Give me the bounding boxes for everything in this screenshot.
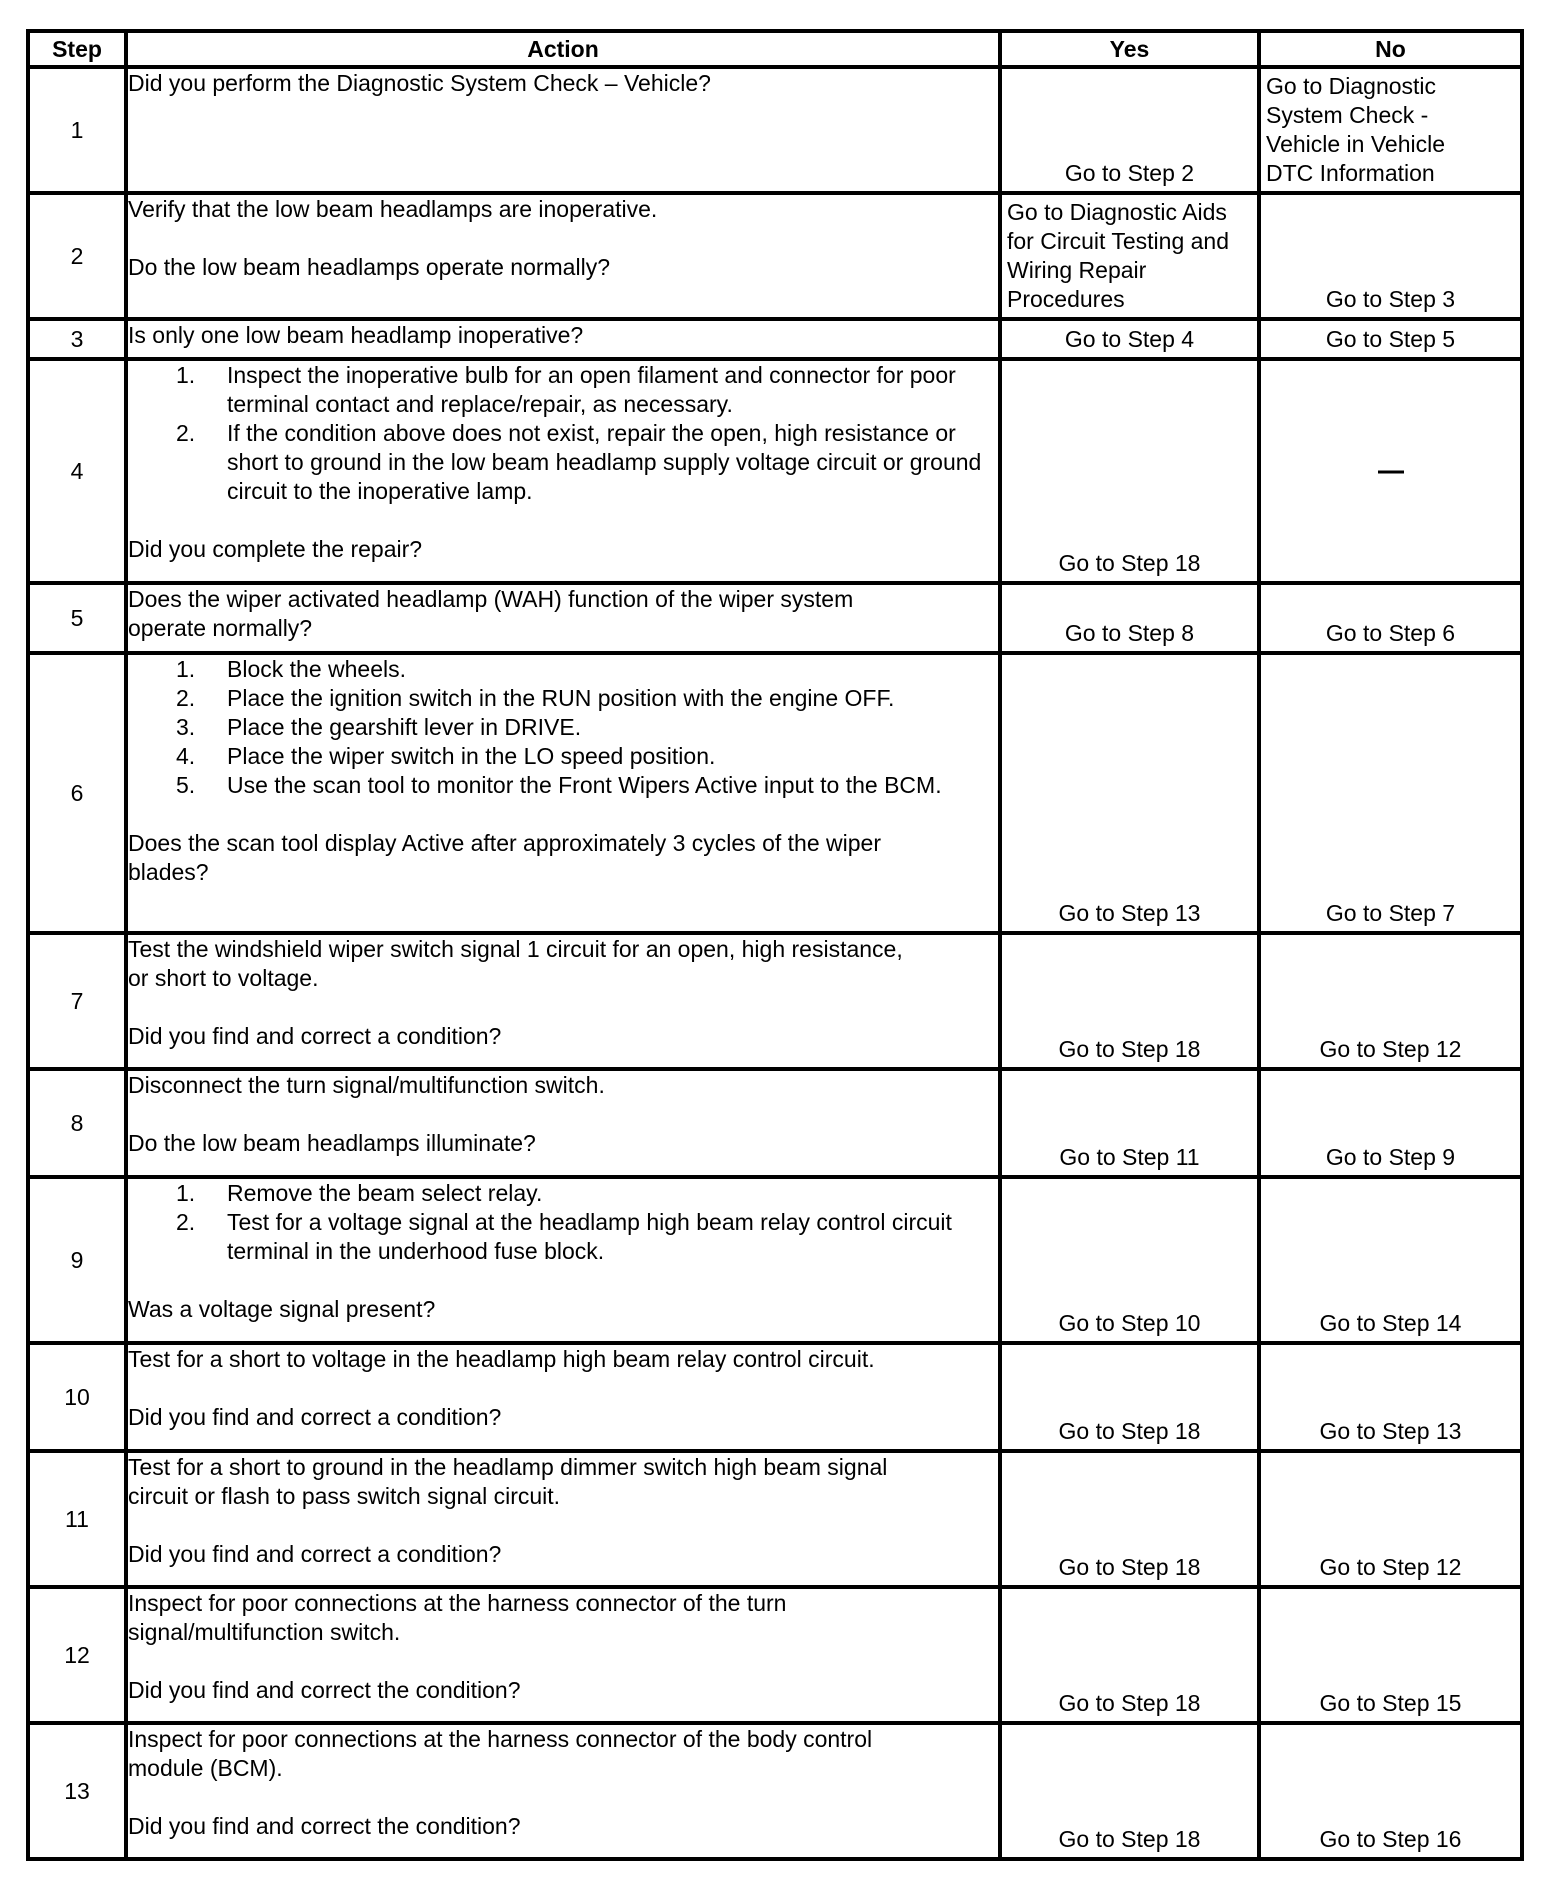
table-row xyxy=(28,193,1522,319)
yes-outcome: Go to Step 11 xyxy=(1059,1144,1200,1170)
procedure-text: Place the gearshift lever in DRIVE. xyxy=(227,714,582,740)
table-row xyxy=(28,1069,1522,1177)
procedure-text: Remove the beam select relay. xyxy=(227,1180,543,1206)
yes-outcome: Go to Step 18 xyxy=(1058,1690,1201,1716)
procedure-number: 1. xyxy=(176,656,196,682)
step-number: 12 xyxy=(28,1587,126,1723)
action-question: Is only one low beam headlamp inoperative? xyxy=(128,322,584,348)
action-question: Did you find and correct the condition? xyxy=(128,1677,521,1703)
action-cell xyxy=(126,583,1000,653)
procedure-text: If the condition above does not exist, repair the open, high resistance or short to ground in the low beam headlamp supply voltage circuit or ground circuit to the inoperative lamp. xyxy=(227,420,982,504)
step-number: 10 xyxy=(28,1343,126,1451)
no-outcome-line: DTC Information xyxy=(1266,160,1435,186)
action-intro-line: module (BCM). xyxy=(128,1755,283,1781)
yes-cell xyxy=(1000,193,1259,319)
procedure-text: Use the scan tool to monitor the Front Wipers Active input to the BCM. xyxy=(227,772,942,798)
yes-outcome: Go to Step 2 xyxy=(1064,160,1195,186)
procedure-text: Block the wheels. xyxy=(227,656,406,682)
no-cell xyxy=(1259,193,1522,319)
procedure-number: 1. xyxy=(176,1180,196,1206)
no-cell xyxy=(1259,359,1522,583)
action-question: Do the low beam headlamps operate normally? xyxy=(128,254,610,280)
no-cell xyxy=(1259,319,1522,359)
action-cell xyxy=(126,1723,1000,1859)
no-outcome: Go to Step 14 xyxy=(1319,1310,1462,1336)
yes-cell xyxy=(1000,1343,1259,1451)
no-outcome-line: Vehicle in Vehicle xyxy=(1266,131,1446,157)
action-question: Was a voltage signal present? xyxy=(128,1296,436,1322)
procedure-item xyxy=(128,684,998,713)
no-cell xyxy=(1259,653,1522,933)
table-row xyxy=(28,1451,1522,1587)
procedure-text: Place the ignition switch in the RUN position with the engine OFF. xyxy=(227,685,895,711)
procedure-list xyxy=(128,1179,998,1266)
table-row xyxy=(28,653,1522,933)
step-number: 1 xyxy=(28,67,126,193)
no-cell xyxy=(1259,1069,1522,1177)
yes-cell xyxy=(1000,1069,1259,1177)
action-cell xyxy=(126,319,1000,359)
header-yes: Yes xyxy=(1000,31,1259,67)
no-outcome-line: Go to Diagnostic xyxy=(1266,73,1437,99)
action-question-line: operate normally? xyxy=(128,615,313,641)
action-intro-line: signal/multifunction switch. xyxy=(128,1619,401,1645)
action-question-line: Does the wiper activated headlamp (WAH) function of the wiper system xyxy=(128,586,854,612)
table-row xyxy=(28,1343,1522,1451)
procedure-number: 1. xyxy=(176,362,196,388)
no-cell xyxy=(1259,583,1522,653)
step-number: 6 xyxy=(28,653,126,933)
action-cell xyxy=(126,1069,1000,1177)
yes-cell xyxy=(1000,359,1259,583)
procedure-item xyxy=(128,361,998,419)
action-intro-line: Inspect for poor connections at the harness connector of the body control xyxy=(128,1726,873,1752)
procedure-list xyxy=(128,361,998,506)
yes-outcome: Go to Step 18 xyxy=(1058,1418,1201,1444)
header-no: No xyxy=(1259,31,1522,67)
action-cell xyxy=(126,933,1000,1069)
yes-outcome: Go to Step 8 xyxy=(1064,620,1195,646)
action-cell xyxy=(126,193,1000,319)
yes-cell xyxy=(1000,319,1259,359)
procedure-number: 2. xyxy=(176,1209,196,1235)
action-question-line: blades? xyxy=(128,859,209,885)
action-question: Did you perform the Diagnostic System Check – Vehicle? xyxy=(128,70,711,96)
procedure-item xyxy=(128,1208,998,1266)
action-cell xyxy=(126,1177,1000,1343)
action-intro: Disconnect the turn signal/multifunction switch. xyxy=(128,1072,605,1098)
table-row xyxy=(28,1723,1522,1859)
action-intro-line: Test the windshield wiper switch signal 1 circuit for an open, high resistance, xyxy=(128,936,903,962)
no-cell xyxy=(1259,1451,1522,1587)
step-number: 8 xyxy=(28,1069,126,1177)
action-question: Did you complete the repair? xyxy=(128,536,423,562)
step-number: 5 xyxy=(28,583,126,653)
yes-cell xyxy=(1000,1723,1259,1859)
action-intro-line: circuit or flash to pass switch signal circuit. xyxy=(128,1483,561,1509)
table-row xyxy=(28,1177,1522,1343)
yes-outcome: Go to Step 13 xyxy=(1058,900,1201,926)
procedure-number: 2. xyxy=(176,685,196,711)
yes-outcome xyxy=(1007,198,1254,314)
yes-cell xyxy=(1000,653,1259,933)
action-question: Did you find and correct a condition? xyxy=(128,1023,502,1049)
table-row xyxy=(28,583,1522,653)
table-row xyxy=(28,933,1522,1069)
procedure-number: 5. xyxy=(176,772,196,798)
no-cell xyxy=(1259,67,1522,193)
procedure-item xyxy=(128,1179,998,1208)
yes-cell xyxy=(1000,1177,1259,1343)
header-step: Step xyxy=(28,31,126,67)
yes-outcome-line: Go to Diagnostic Aids xyxy=(1007,199,1227,225)
no-cell xyxy=(1259,1587,1522,1723)
no-outcome: Go to Step 5 xyxy=(1325,326,1456,352)
yes-cell xyxy=(1000,1451,1259,1587)
action-intro-line: Test for a short to ground in the headlamp dimmer switch high beam signal xyxy=(128,1454,888,1480)
no-outcome: Go to Step 15 xyxy=(1319,1690,1462,1716)
table-row xyxy=(28,1587,1522,1723)
procedure-number: 3. xyxy=(176,714,196,740)
no-outcome xyxy=(1266,72,1517,188)
yes-outcome-line: Wiring Repair xyxy=(1007,257,1147,283)
action-intro: Verify that the low beam headlamps are inoperative. xyxy=(128,196,658,222)
procedure-item xyxy=(128,655,998,684)
action-cell xyxy=(126,653,1000,933)
action-question: Did you find and correct a condition? xyxy=(128,1541,502,1567)
no-cell xyxy=(1259,1343,1522,1451)
action-question: Did you find and correct a condition? xyxy=(128,1404,502,1430)
procedure-text: Place the wiper switch in the LO speed position. xyxy=(227,743,716,769)
step-number: 4 xyxy=(28,359,126,583)
yes-outcome: Go to Step 18 xyxy=(1058,1036,1201,1062)
procedure-number: 2. xyxy=(176,420,196,446)
action-question: Do the low beam headlamps illuminate? xyxy=(128,1130,536,1156)
procedure-number: 4. xyxy=(176,743,196,769)
no-outcome: Go to Step 3 xyxy=(1325,286,1456,312)
no-outcome-line: System Check - xyxy=(1266,102,1429,128)
table-row xyxy=(28,319,1522,359)
diagnostic-table xyxy=(26,29,1524,1861)
action-cell xyxy=(126,359,1000,583)
procedure-item xyxy=(128,742,998,771)
step-number: 7 xyxy=(28,933,126,1069)
procedure-text: Test for a voltage signal at the headlamp high beam relay control circuit terminal in the underhood fuse block. xyxy=(227,1209,952,1264)
yes-outcome: Go to Step 4 xyxy=(1064,326,1195,352)
action-cell xyxy=(126,67,1000,193)
step-number: 9 xyxy=(28,1177,126,1343)
no-cell xyxy=(1259,1723,1522,1859)
step-number: 13 xyxy=(28,1723,126,1859)
action-cell xyxy=(126,1343,1000,1451)
procedure-list xyxy=(128,655,998,800)
action-intro-line: Inspect for poor connections at the harness connector of the turn xyxy=(128,1590,787,1616)
no-outcome: Go to Step 7 xyxy=(1325,900,1456,926)
yes-outcome-line: for Circuit Testing and xyxy=(1007,228,1230,254)
dash-mark xyxy=(1378,471,1404,474)
step-number: 11 xyxy=(28,1451,126,1587)
procedure-item xyxy=(128,419,998,506)
yes-cell xyxy=(1000,583,1259,653)
action-question-line: Does the scan tool display Active after approximately 3 cycles of the wiper xyxy=(128,830,881,856)
no-outcome: Go to Step 6 xyxy=(1325,620,1456,646)
header-action: Action xyxy=(126,31,1000,67)
step-number: 2 xyxy=(28,193,126,319)
table-row xyxy=(28,67,1522,193)
no-outcome: Go to Step 13 xyxy=(1319,1418,1462,1444)
no-outcome xyxy=(1261,457,1520,486)
yes-outcome: Go to Step 18 xyxy=(1058,550,1201,576)
action-intro-line: or short to voltage. xyxy=(128,965,319,991)
action-question: Did you find and correct the condition? xyxy=(128,1813,521,1839)
yes-cell xyxy=(1000,933,1259,1069)
yes-outcome: Go to Step 18 xyxy=(1058,1826,1201,1852)
yes-outcome: Go to Step 10 xyxy=(1058,1310,1201,1336)
header-row xyxy=(28,31,1522,67)
procedure-item xyxy=(128,771,998,800)
procedure-item xyxy=(128,713,998,742)
no-outcome: Go to Step 9 xyxy=(1325,1144,1456,1170)
yes-cell xyxy=(1000,1587,1259,1723)
table-row xyxy=(28,359,1522,583)
no-outcome: Go to Step 12 xyxy=(1319,1554,1462,1580)
no-outcome: Go to Step 12 xyxy=(1319,1036,1462,1062)
action-cell xyxy=(126,1587,1000,1723)
yes-outcome: Go to Step 18 xyxy=(1058,1554,1201,1580)
step-number: 3 xyxy=(28,319,126,359)
no-outcome: Go to Step 16 xyxy=(1319,1826,1462,1852)
no-cell xyxy=(1259,933,1522,1069)
yes-cell xyxy=(1000,67,1259,193)
action-cell xyxy=(126,1451,1000,1587)
action-intro: Test for a short to voltage in the headlamp high beam relay control circuit. xyxy=(128,1346,875,1372)
no-cell xyxy=(1259,1177,1522,1343)
procedure-text: Inspect the inoperative bulb for an open filament and connector for poor terminal contact and replace/repair, as necessary. xyxy=(227,362,956,417)
yes-outcome-line: Procedures xyxy=(1007,286,1125,312)
